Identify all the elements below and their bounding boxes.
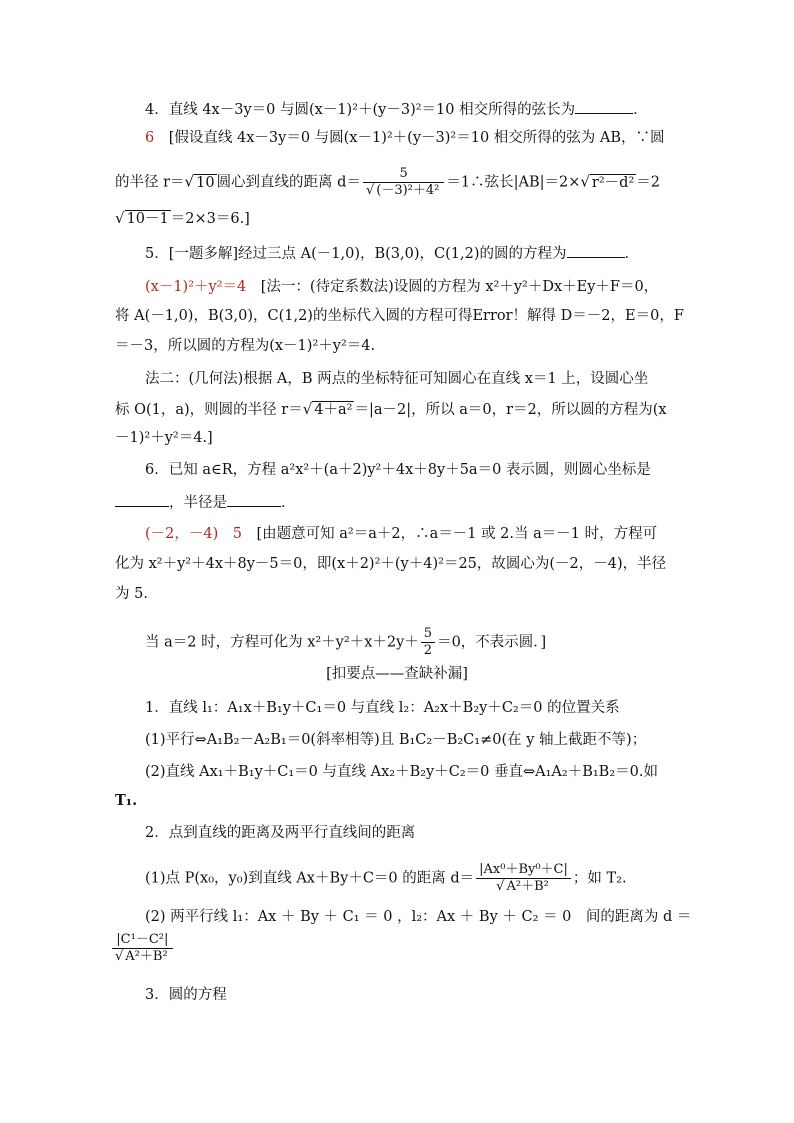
- problem-6-solution-line-4: 当 a＝2 时，方程可化为 x²＋y²＋x＋2y＋ $\frac{5}{2}$ ＝0，不表示圆．]: [145, 626, 547, 658]
- answer-blank: [575, 99, 633, 114]
- problem-5-solution-line-1: (x－1)²＋y²＝4 [法一：(待定系数法)设圆的方程为 x²＋y²＋Dx＋Ey＋F＝0，: [145, 279, 659, 295]
- point-2-point-line-distance: (1)点 P(x₀，y₀)到直线 Ax＋By＋C＝0 的距离 d＝ $\frac{\text{|Ax⁰＋By⁰＋C|}}{\text{√ A²＋B²}}$ ；如 T₂.: [145, 862, 627, 894]
- answer-blank: [567, 243, 625, 258]
- parallel-distance-fraction-line: [112, 932, 173, 965]
- point-1-reference: T₁.: [115, 792, 138, 809]
- problem-4-solution-line-2: 的半径 r＝√ 10 圆心到直线的距离 d＝ $\frac{5}{\text{√ (－3)²＋4²}}$ ＝1∴弦长|AB|＝2×√ r²－d² ＝2: [115, 166, 660, 198]
- problem-5-solution-line-6: －1)²＋y²＝4.]: [115, 430, 213, 446]
- problem-5-question: 5．[一题多解]经过三点 A(－1,0)，B(3,0)，C(1,2)的圆的方程为 ．: [145, 243, 639, 264]
- point-2-parallel-lines-distance: (2) 两平行线 l₁：Ax ＋ By ＋ C₁ ＝ 0 ，l₂：Ax ＋ By ＋ C₂ ＝ 0 间的距离为 d ＝: [145, 909, 692, 925]
- problem-5-answer: (x－1)²＋y²＝4: [145, 279, 247, 295]
- problem-4-answer: 6: [145, 130, 155, 146]
- point-1-perpendicular: (2)直线 Ax₁＋B₁y＋C₁＝0 与直线 Ax₂＋B₂y＋C₂＝0 垂直⇔A₁A₂＋B₁B₂＝0.如: [145, 764, 658, 780]
- section-title: [扣要点——查缺补漏]: [326, 666, 468, 682]
- problem-6-solution-line-3: 为 5.: [115, 586, 148, 602]
- problem-6-question: 6．已知 a∈R，方程 a²x²＋(a＋2)y²＋4x＋8y＋5a＝0 表示圆，则圆心坐标是: [145, 462, 651, 478]
- parallel-distance-fraction: $\frac{\text{|C¹－C²|}}{\text{√ A²＋B²}}$: [112, 932, 173, 965]
- problem-4-question: 4．直线 4x－3y＝0 与圆(x－1)²＋(y－3)²＝10 相交所得的弦长为 ．: [145, 99, 648, 120]
- problem-6-question-line-2: ，半径是 ．: [115, 492, 296, 513]
- problem-4-solution-line-3: √ 10－1 ＝2×3＝6.]: [115, 209, 250, 227]
- distance-fraction: $\frac{5}{\text{√ (－3)²＋4²}}$: [363, 166, 444, 199]
- problem-6-solution-line-2: 化为 x²＋y²＋4x＋8y－5＝0，即(x＋2)²＋(y＋4)²＝25，故圆心为(－2，－4)，半径: [115, 556, 667, 572]
- problem-6-answer: (－2，－4) 5: [145, 526, 242, 542]
- problem-5-solution-line-3: ＝－3，所以圆的方程为(x－1)²＋y²＝4.: [115, 338, 376, 354]
- distance-formula-fraction: $\frac{\text{|Ax⁰＋By⁰＋C|}}{\text{√ A²＋B²}}$: [476, 862, 571, 895]
- point-3-title: 3．圆的方程: [145, 987, 227, 1003]
- problem-5-solution-line-2: 将 A(－1,0)，B(3,0)，C(1,2)的坐标代入圆的方程可得Error！解得 D＝－2，E＝0，F: [115, 308, 684, 324]
- problem-5-solution-line-5: 标 O(1，a)，则圆的半径 r＝√ 4＋a² ＝|a－2|，所以 a＝0，r＝2，所以圆的方程为(x: [115, 400, 667, 418]
- answer-blank: [227, 492, 281, 507]
- five-halves-fraction: $\frac{5}{2}$: [421, 626, 435, 659]
- answer-blank: [115, 492, 169, 507]
- problem-4-solution-line-1: 6 [假设直线 4x－3y＝0 与圆(x－1)²＋(y－3)²＝10 相交所得的弦为 AB，∵圆: [145, 130, 665, 146]
- point-1-parallel: (1)平行⇔A₁B₂－A₂B₁＝0(斜率相等)且 B₁C₂－B₂C₁≠0(在 y 轴上截距不等)；: [145, 732, 647, 748]
- problem-5-solution-line-4: 法二：(几何法)根据 A，B 两点的坐标特征可知圆心在直线 x＝1 上，设圆心坐: [145, 371, 649, 387]
- point-1-title: 1．直线 l₁：A₁x＋B₁y＋C₁＝0 与直线 l₂：A₂x＋B₂y＋C₂＝0 的位置关系: [145, 700, 620, 716]
- problem-6-solution-line-1: (－2，－4) 5 [由题意可知 a²＝a＋2，∴a＝－1 或 2.当 a＝－1 时，方程可: [145, 526, 658, 542]
- point-2-title: 2．点到直线的距离及两平行直线间的距离: [145, 825, 416, 841]
